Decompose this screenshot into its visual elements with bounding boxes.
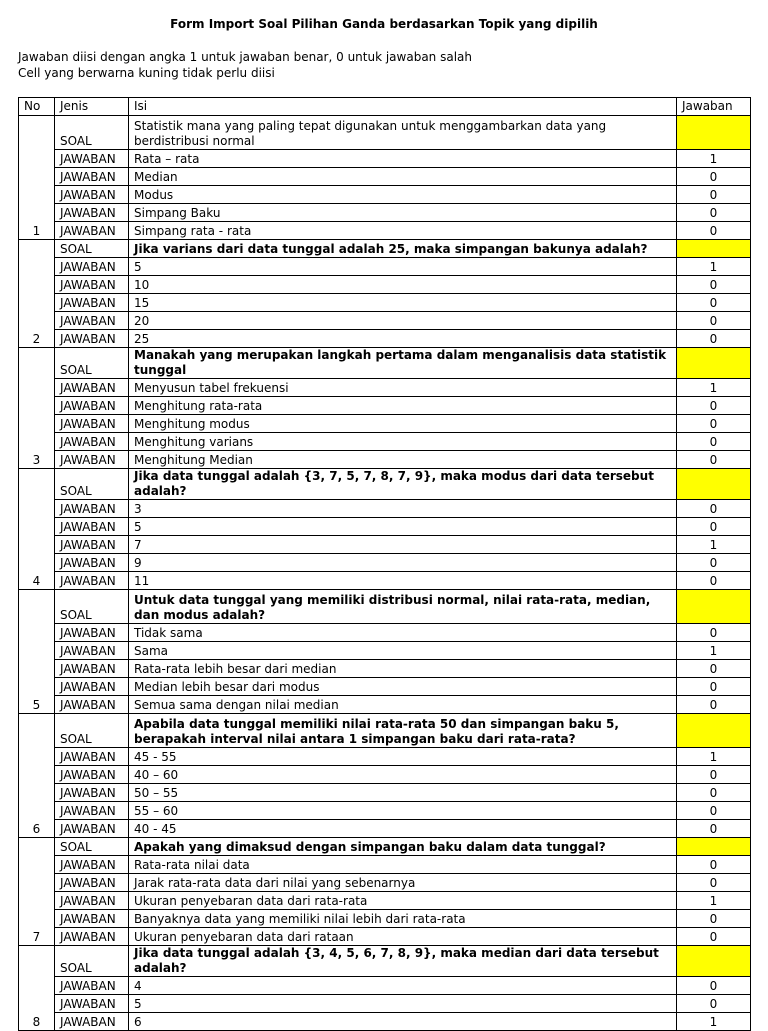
answer-row [19, 168, 751, 186]
instructions [18, 49, 472, 81]
answer-text: 7 [129, 536, 677, 554]
answer-text: Ukuran penyebaran data dari rataan [129, 928, 677, 946]
jenis-jawaban: JAWABAN [55, 204, 129, 222]
question-text: Untuk data tunggal yang memiliki distribusi normal, nilai rata-rata, median, dan modus adalah? [129, 590, 677, 624]
answer-row [19, 186, 751, 204]
answer-value-cell[interactable]: 1 [677, 379, 751, 397]
answer-text: Simpang Baku [129, 204, 677, 222]
answer-row [19, 258, 751, 276]
answer-value-cell[interactable]: 0 [677, 222, 751, 240]
answer-row [19, 660, 751, 678]
answer-value-cell[interactable]: 0 [677, 784, 751, 802]
question-row [19, 348, 751, 379]
answer-text: 10 [129, 276, 677, 294]
question-text: Jika varians dari data tunggal adalah 25, maka simpangan bakunya adalah? [129, 240, 677, 258]
jenis-soal: SOAL [55, 240, 129, 258]
jenis-jawaban: JAWABAN [55, 276, 129, 294]
jenis-jawaban: JAWABAN [55, 874, 129, 892]
answer-text: Modus [129, 186, 677, 204]
jenis-jawaban: JAWABAN [55, 258, 129, 276]
answer-row [19, 397, 751, 415]
question-number: 4 [19, 469, 55, 590]
jenis-jawaban: JAWABAN [55, 433, 129, 451]
instruction-line: Jawaban diisi dengan angka 1 untuk jawaban benar, 0 untuk jawaban salah [18, 50, 472, 64]
answer-row [19, 572, 751, 590]
question-number: 2 [19, 240, 55, 348]
answer-value-cell[interactable]: 0 [677, 660, 751, 678]
answer-value-cell[interactable]: 1 [677, 892, 751, 910]
answer-value-cell[interactable]: 0 [677, 204, 751, 222]
jenis-jawaban: JAWABAN [55, 186, 129, 204]
answer-text: 25 [129, 330, 677, 348]
answer-row [19, 874, 751, 892]
answer-row [19, 696, 751, 714]
answer-value-cell[interactable]: 0 [677, 276, 751, 294]
answer-text: Semua sama dengan nilai median [129, 696, 677, 714]
answer-value-cell[interactable]: 1 [677, 150, 751, 168]
jenis-jawaban: JAWABAN [55, 451, 129, 469]
instruction-line: Cell yang berwarna kuning tidak perlu diisi [18, 66, 275, 80]
answer-row [19, 784, 751, 802]
header-row [19, 98, 751, 116]
answer-value-cell[interactable]: 0 [677, 678, 751, 696]
answer-value-cell[interactable]: 0 [677, 415, 751, 433]
answer-value-cell[interactable]: 1 [677, 642, 751, 660]
answer-cell-disabled [677, 946, 751, 977]
jenis-jawaban: JAWABAN [55, 696, 129, 714]
answer-text: Banyaknya data yang memiliki nilai lebih dari rata-rata [129, 910, 677, 928]
answer-text: 5 [129, 995, 677, 1013]
answer-value-cell[interactable]: 0 [677, 294, 751, 312]
jenis-soal: SOAL [55, 714, 129, 748]
jenis-jawaban: JAWABAN [55, 678, 129, 696]
answer-text: 15 [129, 294, 677, 312]
jenis-jawaban: JAWABAN [55, 294, 129, 312]
answer-row [19, 222, 751, 240]
answer-cell-disabled [677, 838, 751, 856]
answer-value-cell[interactable]: 0 [677, 977, 751, 995]
answer-value-cell[interactable]: 0 [677, 995, 751, 1013]
answer-text: Rata-rata nilai data [129, 856, 677, 874]
answer-row [19, 554, 751, 572]
jenis-jawaban: JAWABAN [55, 1013, 129, 1031]
answer-row [19, 642, 751, 660]
question-row [19, 469, 751, 500]
question-text: Statistik mana yang paling tepat digunakan untuk menggambarkan data yang berdistribusi normal [129, 116, 677, 150]
question-text: Jika data tunggal adalah {3, 7, 5, 7, 8, 7, 9}, maka modus dari data tersebut adalah? [129, 469, 677, 500]
answer-row [19, 451, 751, 469]
answer-text: Simpang rata - rata [129, 222, 677, 240]
jenis-jawaban: JAWABAN [55, 379, 129, 397]
question-row [19, 240, 751, 258]
question-number: 7 [19, 838, 55, 946]
jenis-jawaban: JAWABAN [55, 330, 129, 348]
answer-row [19, 766, 751, 784]
answer-row [19, 977, 751, 995]
question-number: 6 [19, 714, 55, 838]
answer-value-cell[interactable]: 0 [677, 624, 751, 642]
jenis-jawaban: JAWABAN [55, 977, 129, 995]
answer-text: Tidak sama [129, 624, 677, 642]
answer-row [19, 1013, 751, 1031]
answer-text: Menghitung modus [129, 415, 677, 433]
answer-value-cell[interactable]: 0 [677, 433, 751, 451]
answer-value-cell[interactable]: 0 [677, 696, 751, 714]
answer-value-cell[interactable]: 0 [677, 820, 751, 838]
answer-value-cell[interactable]: 1 [677, 258, 751, 276]
answer-text: Jarak rata-rata data dari nilai yang sebenarnya [129, 874, 677, 892]
question-number: 8 [19, 946, 55, 1031]
answer-text: 45 - 55 [129, 748, 677, 766]
answer-text: 40 - 45 [129, 820, 677, 838]
question-row [19, 590, 751, 624]
jenis-jawaban: JAWABAN [55, 660, 129, 678]
answer-text: Rata-rata lebih besar dari median [129, 660, 677, 678]
jenis-jawaban: JAWABAN [55, 928, 129, 946]
answer-row [19, 678, 751, 696]
question-text: Apabila data tunggal memiliki nilai rata-rata 50 dan simpangan baku 5, berapakah interval nilai antara 1 simpangan baku dari rata-rata? [129, 714, 677, 748]
jenis-jawaban: JAWABAN [55, 624, 129, 642]
jenis-jawaban: JAWABAN [55, 397, 129, 415]
answer-text: Median lebih besar dari modus [129, 678, 677, 696]
answer-cell-disabled [677, 348, 751, 379]
answer-text: 3 [129, 500, 677, 518]
jenis-jawaban: JAWABAN [55, 518, 129, 536]
answer-row [19, 518, 751, 536]
answer-row [19, 330, 751, 348]
jenis-soal: SOAL [55, 838, 129, 856]
answer-value-cell[interactable]: 0 [677, 397, 751, 415]
answer-row [19, 500, 751, 518]
answer-row [19, 748, 751, 766]
jenis-jawaban: JAWABAN [55, 500, 129, 518]
answer-row [19, 204, 751, 222]
form-title: Form Import Soal Pilihan Ganda berdasarkan Topik yang dipilih [170, 17, 598, 31]
answer-cell-disabled [677, 469, 751, 500]
answer-cell-disabled [677, 590, 751, 624]
answer-value-cell[interactable]: 0 [677, 312, 751, 330]
answer-value-cell[interactable]: 0 [677, 910, 751, 928]
question-row [19, 714, 751, 748]
answer-row [19, 150, 751, 168]
jenis-jawaban: JAWABAN [55, 168, 129, 186]
jenis-soal: SOAL [55, 116, 129, 150]
jenis-jawaban: JAWABAN [55, 150, 129, 168]
answer-text: 5 [129, 258, 677, 276]
answer-row [19, 892, 751, 910]
header-jawaban: Jawaban [677, 98, 751, 116]
answer-value-cell[interactable]: 1 [677, 536, 751, 554]
answer-row [19, 379, 751, 397]
answer-row [19, 856, 751, 874]
jenis-jawaban: JAWABAN [55, 766, 129, 784]
answer-cell-disabled [677, 714, 751, 748]
jenis-soal: SOAL [55, 348, 129, 379]
answer-text: 11 [129, 572, 677, 590]
header-no: No [19, 98, 55, 116]
jenis-jawaban: JAWABAN [55, 642, 129, 660]
answer-text: 40 – 60 [129, 766, 677, 784]
jenis-jawaban: JAWABAN [55, 312, 129, 330]
header-isi: Isi [129, 98, 677, 116]
answer-row [19, 802, 751, 820]
jenis-jawaban: JAWABAN [55, 536, 129, 554]
answer-value-cell[interactable]: 1 [677, 748, 751, 766]
jenis-soal: SOAL [55, 469, 129, 500]
answer-value-cell[interactable]: 0 [677, 928, 751, 946]
answer-row [19, 276, 751, 294]
answer-text: 20 [129, 312, 677, 330]
question-text: Manakah yang merupakan langkah pertama dalam menganalisis data statistik tunggal [129, 348, 677, 379]
answer-row [19, 294, 751, 312]
jenis-jawaban: JAWABAN [55, 415, 129, 433]
answer-value-cell[interactable]: 0 [677, 874, 751, 892]
answer-row [19, 415, 751, 433]
answer-text: Median [129, 168, 677, 186]
answer-value-cell[interactable]: 0 [677, 186, 751, 204]
question-row [19, 838, 751, 856]
answer-cell-disabled [677, 240, 751, 258]
answer-text: Ukuran penyebaran data dari rata-rata [129, 892, 677, 910]
jenis-jawaban: JAWABAN [55, 820, 129, 838]
answer-row [19, 820, 751, 838]
question-table [18, 97, 751, 1031]
answer-value-cell[interactable]: 0 [677, 572, 751, 590]
jenis-soal: SOAL [55, 946, 129, 977]
question-text: Apakah yang dimaksud dengan simpangan baku dalam data tunggal? [129, 838, 677, 856]
jenis-jawaban: JAWABAN [55, 554, 129, 572]
answer-value-cell[interactable]: 0 [677, 168, 751, 186]
jenis-jawaban: JAWABAN [55, 784, 129, 802]
answer-row [19, 928, 751, 946]
answer-cell-disabled [677, 116, 751, 150]
jenis-jawaban: JAWABAN [55, 892, 129, 910]
answer-text: 6 [129, 1013, 677, 1031]
question-number: 3 [19, 348, 55, 469]
jenis-jawaban: JAWABAN [55, 802, 129, 820]
jenis-jawaban: JAWABAN [55, 995, 129, 1013]
answer-text: 9 [129, 554, 677, 572]
answer-row [19, 433, 751, 451]
answer-text: 4 [129, 977, 677, 995]
answer-row [19, 624, 751, 642]
answer-value-cell[interactable]: 0 [677, 451, 751, 469]
answer-row [19, 312, 751, 330]
jenis-jawaban: JAWABAN [55, 856, 129, 874]
answer-text: Sama [129, 642, 677, 660]
answer-text: Menghitung varians [129, 433, 677, 451]
answer-text: Menyusun tabel frekuensi [129, 379, 677, 397]
jenis-jawaban: JAWABAN [55, 910, 129, 928]
answer-value-cell[interactable]: 0 [677, 500, 751, 518]
header-jenis: Jenis [55, 98, 129, 116]
answer-text: Menghitung Median [129, 451, 677, 469]
jenis-jawaban: JAWABAN [55, 748, 129, 766]
question-row [19, 116, 751, 150]
answer-text: Menghitung rata-rata [129, 397, 677, 415]
question-text: Jika data tunggal adalah {3, 4, 5, 6, 7, 8, 9}, maka median dari data tersebut adalah? [129, 946, 677, 977]
answer-value-cell[interactable]: 0 [677, 554, 751, 572]
jenis-soal: SOAL [55, 590, 129, 624]
answer-value-cell[interactable]: 1 [677, 1013, 751, 1031]
answer-row [19, 910, 751, 928]
answer-text: 5 [129, 518, 677, 536]
answer-value-cell[interactable]: 0 [677, 802, 751, 820]
answer-row [19, 995, 751, 1013]
answer-value-cell[interactable]: 0 [677, 330, 751, 348]
answer-row [19, 536, 751, 554]
answer-text: 50 – 55 [129, 784, 677, 802]
question-number: 5 [19, 590, 55, 714]
jenis-jawaban: JAWABAN [55, 222, 129, 240]
jenis-jawaban: JAWABAN [55, 572, 129, 590]
answer-text: 55 – 60 [129, 802, 677, 820]
answer-value-cell[interactable]: 0 [677, 856, 751, 874]
question-row [19, 946, 751, 977]
answer-value-cell[interactable]: 0 [677, 518, 751, 536]
answer-text: Rata – rata [129, 150, 677, 168]
table-body [19, 116, 751, 1031]
question-number: 1 [19, 116, 55, 240]
answer-value-cell[interactable]: 0 [677, 766, 751, 784]
